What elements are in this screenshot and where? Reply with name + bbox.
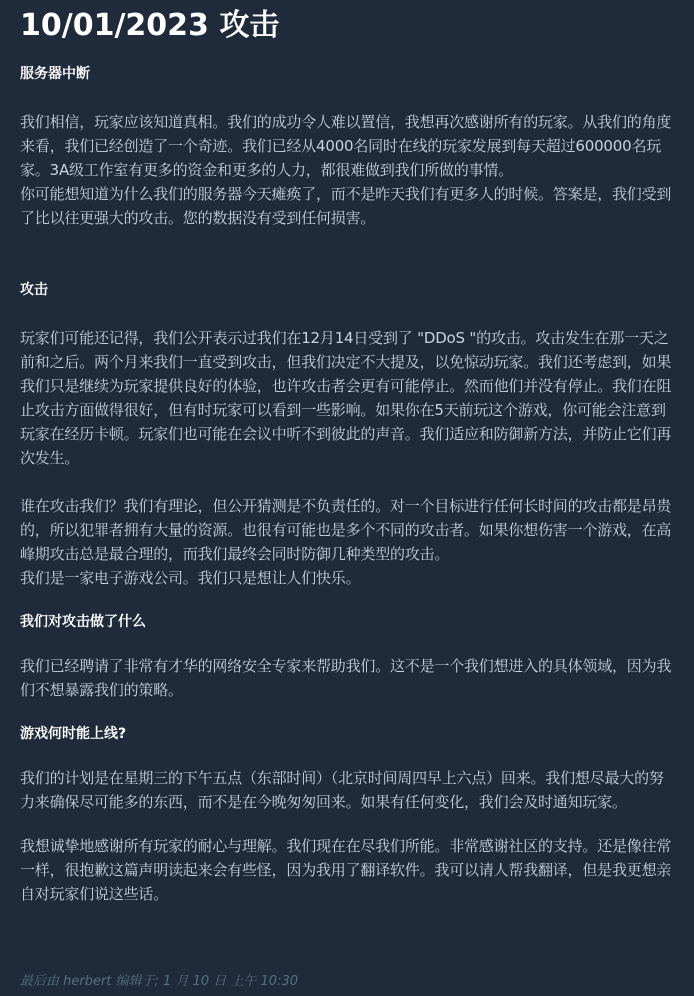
post-title: 10/01/2023 攻击: [20, 8, 280, 43]
spacer: [20, 590, 678, 610]
spacer: [20, 230, 678, 278]
outage-paragraph-2: 你可能想知道为什么我们的服务器今天瘫痪了，而不是昨天我们有更多人的时候。答案是，我们受到了比以往更强大的攻击。您的数据没有受到任何损害。: [20, 185, 672, 227]
section-heading-outage: 服务器中断: [20, 66, 90, 82]
spacer: [20, 702, 678, 722]
spacer: [20, 634, 678, 654]
edit-footer: 最后由 herbert 编辑于; 1 月 10 日 上午 10:30: [20, 974, 298, 989]
attack-paragraph-3: 我们是一家电子游戏公司。我们只是想让人们快乐。: [20, 569, 361, 587]
section-heading-response: 我们对攻击做了什么: [20, 614, 146, 630]
spacer: [20, 86, 678, 110]
attack-paragraph-1: 玩家们可能还记得，我们公开表示过我们在12月14日受到了 "DDoS "的攻击。攻击发生在那一天之前和之后。两个月来我们一直受到攻击，但我们决定不大提及，以免惊动玩家。我们还考虑到，如果我们只是继续为玩家提供良好的体验，也许攻击者会更有可能停止。然而他们并没有停止。我们在阻止攻击方面做得很好，但有时玩家可以看到一些影响。如果你在5天前玩这个游戏，你可能会注意到玩家在经历卡顿。玩家们也可能在会议中听不到彼此的声音。我们适应和防御新方法，并防止它们再次发生。: [20, 329, 672, 467]
spacer: [20, 470, 678, 494]
online-paragraph-2: 我想诚挚地感谢所有玩家的耐心与理解。我们现在在尽我们所能。非常感谢社区的支持。还是像往常一样，很抱歉这篇声明读起来会有些怪，因为我用了翻译软件。我可以请人帮我翻译，但是我更想亲自对玩家们说这些话。: [20, 837, 672, 903]
online-paragraph-1: 我们的计划是在星期三的下午五点（东部时间）（北京时间周四早上六点）回来。我们想尽最大的努力来确保尽可能多的东西，而不是在今晚匆匆回来。如果有任何变化，我们会及时通知玩家。: [20, 769, 664, 811]
response-paragraph-1: 我们已经聘请了非常有才华的网络安全专家来帮助我们。这不是一个我们想进入的具体领域，因为我们不想暴露我们的策略。: [20, 657, 672, 699]
spacer: [20, 814, 678, 834]
section-heading-attack: 攻击: [20, 282, 48, 298]
attack-paragraph-2: 谁在攻击我们？我们有理论，但公开猜测是不负责任的。对一个目标进行任何长时间的攻击都是昂贵的，所以犯罪者拥有大量的资源。也很有可能也是多个不同的攻击者。如果你想伤害一个游戏，在高峰期攻击总是最合理的，而我们最终会同时防御几种类型的攻击。: [20, 497, 672, 563]
spacer: [20, 746, 678, 766]
outage-paragraph-1: 我们相信，玩家应该知道真相。我们的成功令人难以置信，我想再次感谢所有的玩家。从我们的角度来看，我们已经创造了一个奇迹。我们已经从4000名同时在线的玩家发展到每天超过600000名玩家。3A级工作室有更多的资金和更多的人力，都很难做到我们所做的事情。: [20, 113, 672, 179]
spacer: [20, 46, 678, 62]
spacer: [20, 302, 678, 326]
section-heading-online: 游戏何时能上线?: [20, 726, 127, 742]
